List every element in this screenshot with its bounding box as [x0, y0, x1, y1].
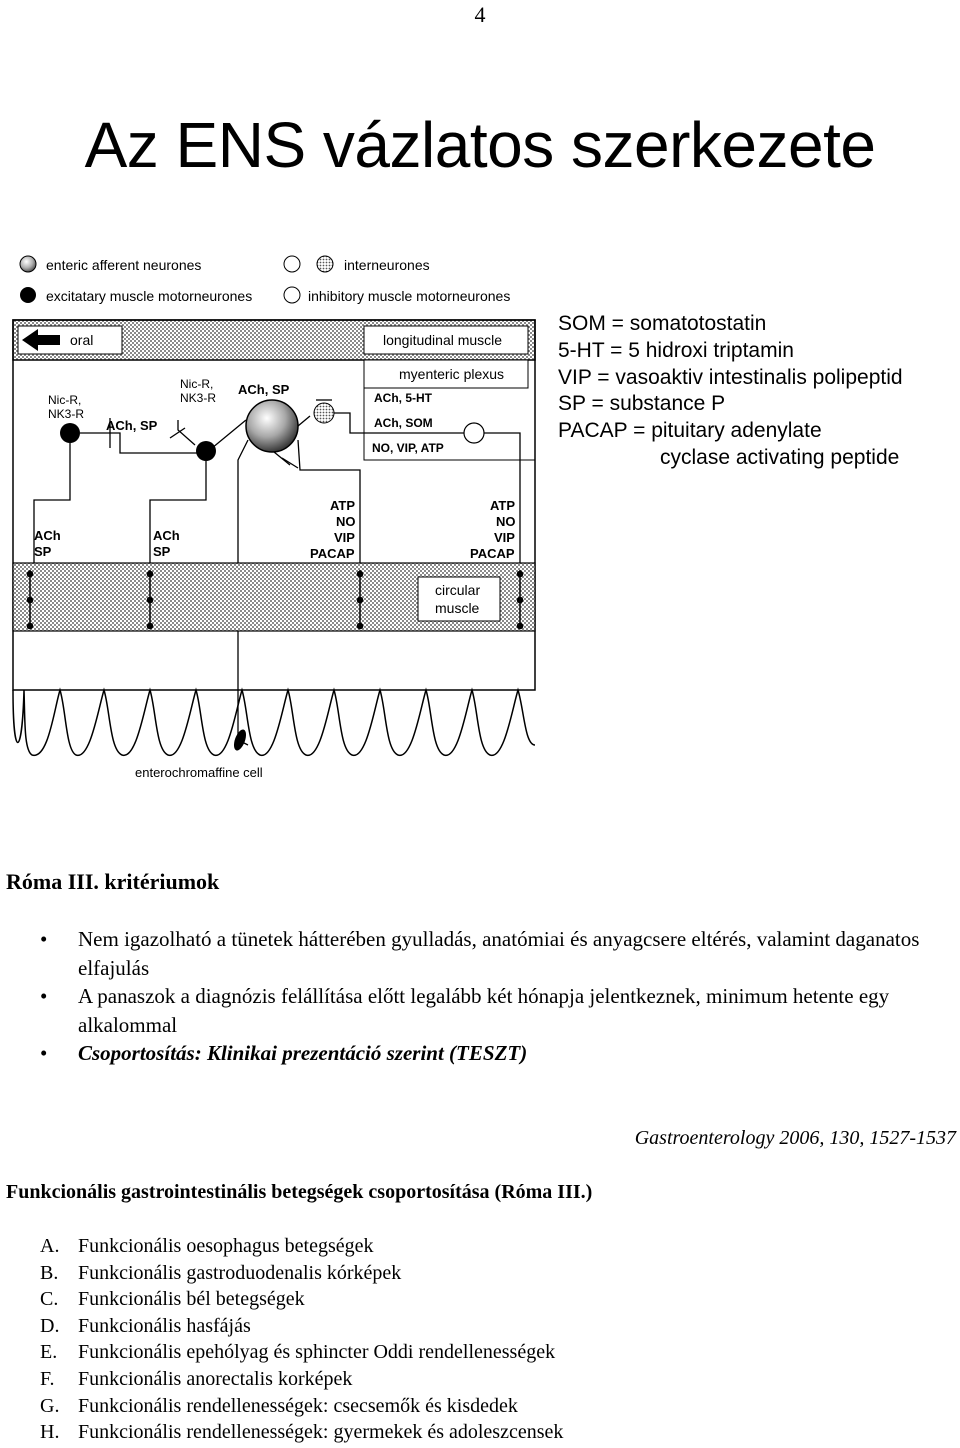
category-text: Funkcionális gastroduodenalis kórképek [78, 1261, 402, 1284]
label-ach-som: ACh, SOM [374, 416, 433, 430]
label-enterochromaffine: enterochromaffine cell [135, 765, 263, 780]
label-nic-left-1: Nic-R, [48, 393, 82, 407]
legend-inhibitory: inhibitory muscle motorneurones [308, 288, 511, 304]
category-item [40, 1286, 563, 1313]
classification-title: Funkcionális gastrointestinális betegségek csoportosítása (Róma III.) [6, 1181, 593, 1203]
label-no-2: NO [496, 514, 516, 529]
excitatory-legend-icon [20, 287, 36, 303]
citation: Gastroenterology 2006, 130, 1527-1537 [634, 1127, 956, 1149]
criteria-text: Csoportosítás: Klinikai prezentáció szerint (TESZT) [78, 1041, 528, 1065]
glossary-line: cyclase activating peptide [660, 445, 900, 469]
label-ach-sp-top: ACh, SP [238, 382, 290, 397]
category-letter: C. [40, 1288, 59, 1311]
category-letter: D. [40, 1314, 60, 1337]
category-text: Funkcionális anorectalis korképek [78, 1367, 353, 1390]
glossary-line: SOM = somatotostatin [558, 312, 767, 335]
category-item [40, 1393, 563, 1420]
label-sp-2: SP [153, 544, 171, 559]
category-text: Funkcionális rendellenességek: csecsemők és kisdedek [78, 1394, 518, 1417]
mucosa-crypts [13, 690, 535, 755]
label-ach-5ht: ACh, 5-HT [374, 391, 432, 405]
label-myenteric: myenteric plexus [399, 366, 505, 382]
label-no-vip-atp: NO, VIP, ATP [372, 441, 444, 455]
label-circular-1: circular [435, 582, 481, 598]
legend-interneurones: interneurones [344, 257, 430, 273]
glossary-line: VIP = vasoaktiv intestinalis polipeptid [558, 365, 903, 389]
bullet-icon: • [40, 1041, 48, 1065]
category-item [40, 1260, 563, 1287]
criteria-list [40, 925, 955, 1068]
label-vip-1: VIP [334, 530, 355, 545]
category-letter: F. [40, 1367, 55, 1390]
legend-afferent: enteric afferent neurones [46, 257, 202, 273]
glossary-line: PACAP = pituitary adenylate [558, 419, 822, 443]
legend-excitatory: excitatary muscle motorneurones [46, 288, 253, 304]
excitatory-neurone-mid [196, 441, 216, 461]
category-letter: E. [40, 1341, 58, 1364]
interneurone-legend-icon [284, 256, 300, 272]
inhibitory-legend-icon [284, 287, 300, 303]
label-nic-left-2: NK3-R [48, 407, 85, 421]
section-heading: Róma III. kritériumok [6, 869, 220, 894]
label-vip-2: VIP [494, 530, 515, 545]
glossary-line: SP = substance P [558, 392, 726, 416]
label-nic-mid-1: Nic-R, [180, 377, 214, 391]
glossary-line: 5-HT = 5 hidroxi triptamin [558, 338, 794, 362]
category-text: Funkcionális rendellenességek: gyermekek és adoleszcensek [78, 1421, 564, 1444]
abbreviation-glossary [558, 311, 903, 472]
label-nic-mid-2: NK3-R [180, 391, 217, 405]
category-text: Funkcionális bél betegségek [78, 1288, 305, 1311]
page-number: 4 [474, 2, 486, 27]
ens-diagram [10, 240, 540, 785]
category-item [40, 1233, 563, 1260]
category-letter: A. [40, 1235, 60, 1257]
category-text: Funkcionális hasfájás [78, 1314, 251, 1337]
criteria-item [40, 925, 955, 982]
criteria-item [40, 982, 955, 1039]
enterochromaffine-cell-icon [232, 728, 249, 752]
category-text: Funkcionális epehólyag és sphincter Oddi rendellenességek [78, 1341, 556, 1364]
excitatory-neurone-left [60, 423, 80, 443]
category-letter: G. [40, 1394, 60, 1417]
label-ach-1: ACh [34, 528, 61, 543]
label-longitudinal: longitudinal muscle [383, 332, 503, 348]
label-oral: oral [70, 332, 94, 348]
category-list [40, 1233, 563, 1446]
bullet-icon: • [40, 984, 48, 1008]
category-letter: B. [40, 1261, 59, 1284]
page-title: Az ENS vázlatos szerkezete [84, 109, 876, 181]
label-sp-1: SP [34, 544, 52, 559]
afferent-legend-icon [20, 256, 36, 272]
label-pacap-2: PACAP [470, 546, 515, 561]
interneurone-dotted [314, 403, 334, 423]
criteria-text: Nem igazolható a tünetek hátterében gyulladás, anatómiai és anyagcsere eltérés, valamint daganatos elfajulás [78, 927, 920, 980]
category-text: Funkcionális oesophagus betegségek [78, 1235, 374, 1257]
afferent-neurone-large [246, 400, 298, 452]
label-atp-1: ATP [330, 498, 356, 513]
category-item [40, 1366, 563, 1393]
bullet-icon: • [40, 927, 48, 951]
label-ach-sp-left: ACh, SP [106, 418, 158, 433]
label-pacap-1: PACAP [310, 546, 355, 561]
inhibitory-neurone-right [464, 423, 484, 443]
legend [20, 256, 510, 304]
criteria-item [40, 1039, 955, 1068]
label-circular-2: muscle [435, 600, 480, 616]
interneurone-dotted-legend-icon [317, 256, 333, 272]
label-atp-2: ATP [490, 498, 516, 513]
label-ach-2: ACh [153, 528, 180, 543]
label-no-1: NO [336, 514, 356, 529]
category-letter: H. [40, 1421, 60, 1444]
criteria-text: A panaszok a diagnózis felállítása előtt legalább két hónapja jelentkeznek, minimum hetente egy alkalommal [78, 984, 890, 1037]
category-item [40, 1313, 563, 1340]
category-item [40, 1339, 563, 1366]
category-item [40, 1419, 563, 1446]
